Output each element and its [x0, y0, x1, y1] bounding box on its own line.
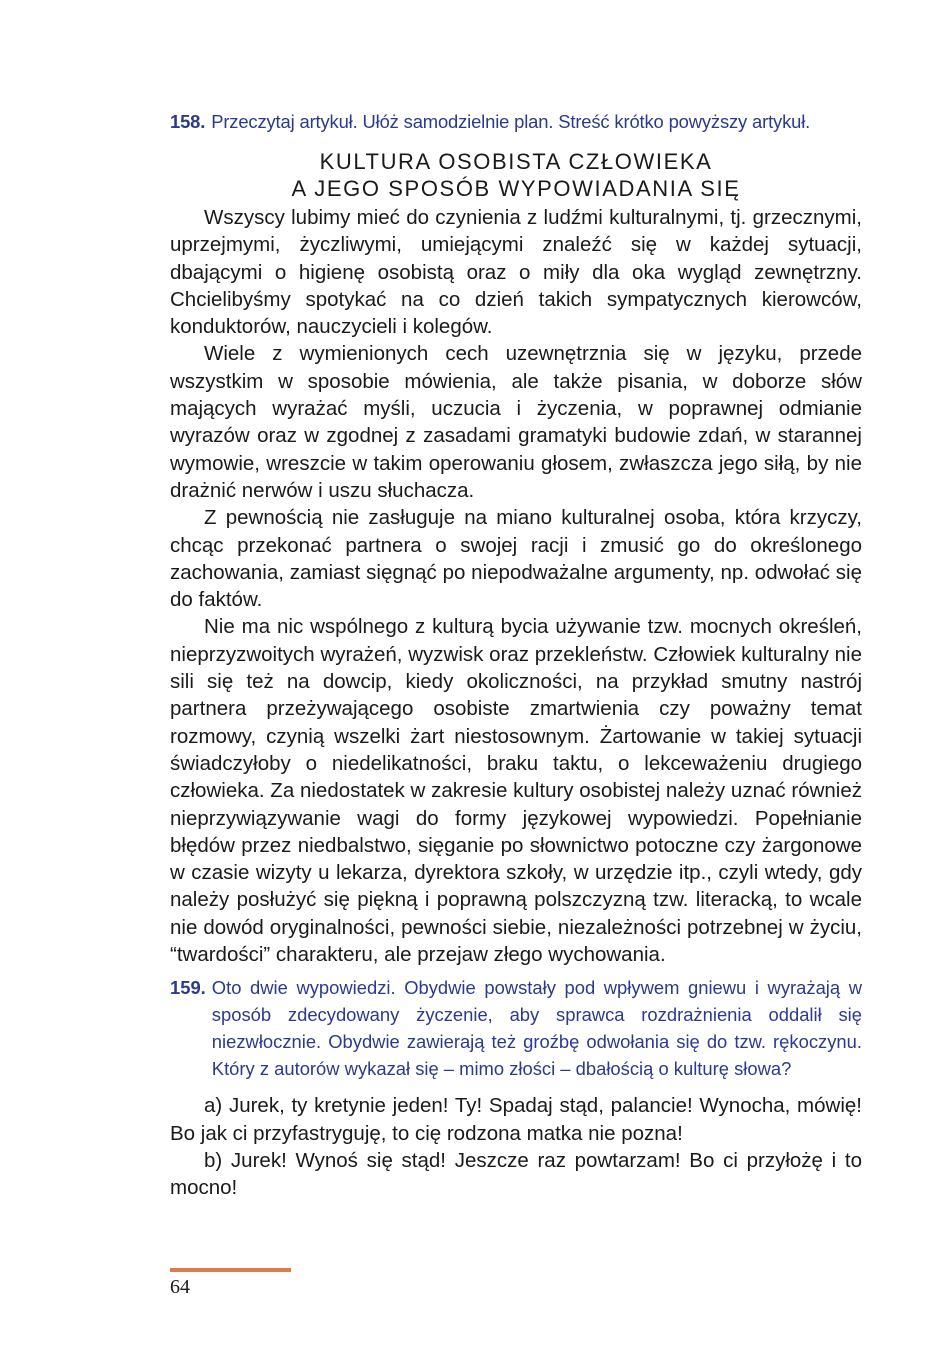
task-159-number: 159. [170, 977, 206, 999]
article-title [170, 148, 862, 202]
article-body [170, 204, 862, 968]
page-number: 64 [170, 1276, 190, 1298]
statement-b: b) Jurek! Wynoś się stąd! Jeszcze raz powtarzam! Bo ci przyłożę i to mocno! [170, 1148, 862, 1200]
article-paragraph-1: Wszyscy lubimy mieć do czynienia z ludźmi kulturalnymi, tj. grzecznymi, uprzejmymi, życzliwymi, umiejącymi znaleźć się w każdej sytuacji, dbającymi o higienę osobistą oraz o miły dla oka wygląd zewnętrzny. Chcielibyśmy spotykać na co dzień takich sympatycznych kierowców, konduktorów, nauczycieli i kolegów. [170, 206, 862, 339]
task-158-number: 158. [170, 111, 206, 132]
task-159 [170, 974, 862, 1082]
article-title-line-2: A JEGO SPOSÓB WYPOWIADANIA SIĘ [291, 176, 741, 201]
article-paragraph-2: Wiele z wymienionych cech uzewnętrznia się w języku, przede wszystkim w sposobie mówienia, ale także pisania, w doborze słów mających wyrażać myśli, uczucia i życzenia, w poprawnej odmianie wyrazów oraz w zgodnej z zasadami gramatyki budowie zdań, w starannej wymowie, wreszcie w takim operowaniu głosem, zwłaszcza jego siłą, by nie drażnić nerwów i uszu słuchacza. [170, 342, 862, 502]
article-title-line-1: KULTURA OSOBISTA CZŁOWIEKA [319, 149, 713, 174]
page-content [170, 108, 862, 1202]
task-159-instruction: Oto dwie wypowiedzi. Obydwie powstały pod wpływem gniewu i wyrażają w sposób zdecydowany życzenie, aby sprawca rozdrażnienia oddalił się niezwłocznie. Obydwie zawierają też groźbę odwołania się do tzw. rękoczynu. Który z autorów wykazał się – mimo złości – dbałością o kulturę słowa? [211, 977, 862, 1080]
article-paragraph-4: Nie ma nic wspólnego z kulturą bycia używanie tzw. mocnych określeń, nieprzyzwoitych wyrażeń, wyzwisk oraz przekleństw. Człowiek kulturalny nie sili się też na dowcip, kiedy okoliczności, na przykład smutny nastrój partnera przeżywającego osobiste zmartwienia czy poważny temat rozmowy, czynią wszelki żart niestosownym. Żartowanie w takiej sytuacji świadczyłoby o niedelikatności, braku taktu, o lekceważeniu drugiego człowieka. Za niedostatek w zakresie kultury osobistej należy uznać również nieprzywiązywanie wagi do formy językowej wypowiedzi. Popełnianie błędów przez niedbalstwo, sięganie po słownictwo potoczne czy żargonowe w czasie wizyty u lekarza, dyrektora szkoły, w urzędzie itp., czyli wtedy, gdy należy posłużyć się piękną i poprawną polszczyzną tzw. literacką, to wcale nie dowód oryginalności, pewności siebie, niezależności potrzebnej w życiu, “twardości” charakteru, ale przejaw złego wychowania. [170, 615, 862, 967]
quoted-statements [170, 1092, 862, 1201]
task-158 [170, 108, 862, 135]
task-158-instruction: Przeczytaj artykuł. Ułóż samodzielnie plan. Streść krótko powyższy artykuł. [211, 111, 811, 132]
footer-accent-rule [170, 1268, 291, 1272]
statement-a: a) Jurek, ty kretynie jeden! Ty! Spadaj stąd, palancie! Wynocha, mówię! Bo jak ci przyfastryguję, to cię rodzona matka nie pozna! [170, 1094, 862, 1145]
article-paragraph-3: Z pewnością nie zasługuje na miano kulturalnej osoba, która krzyczy, chcąc przekonać partnera o swojej racji i zmusić go do określonego zachowania, zamiast sięgnąć po niepodważalne argumenty, np. odwołać się do faktów. [170, 506, 862, 612]
